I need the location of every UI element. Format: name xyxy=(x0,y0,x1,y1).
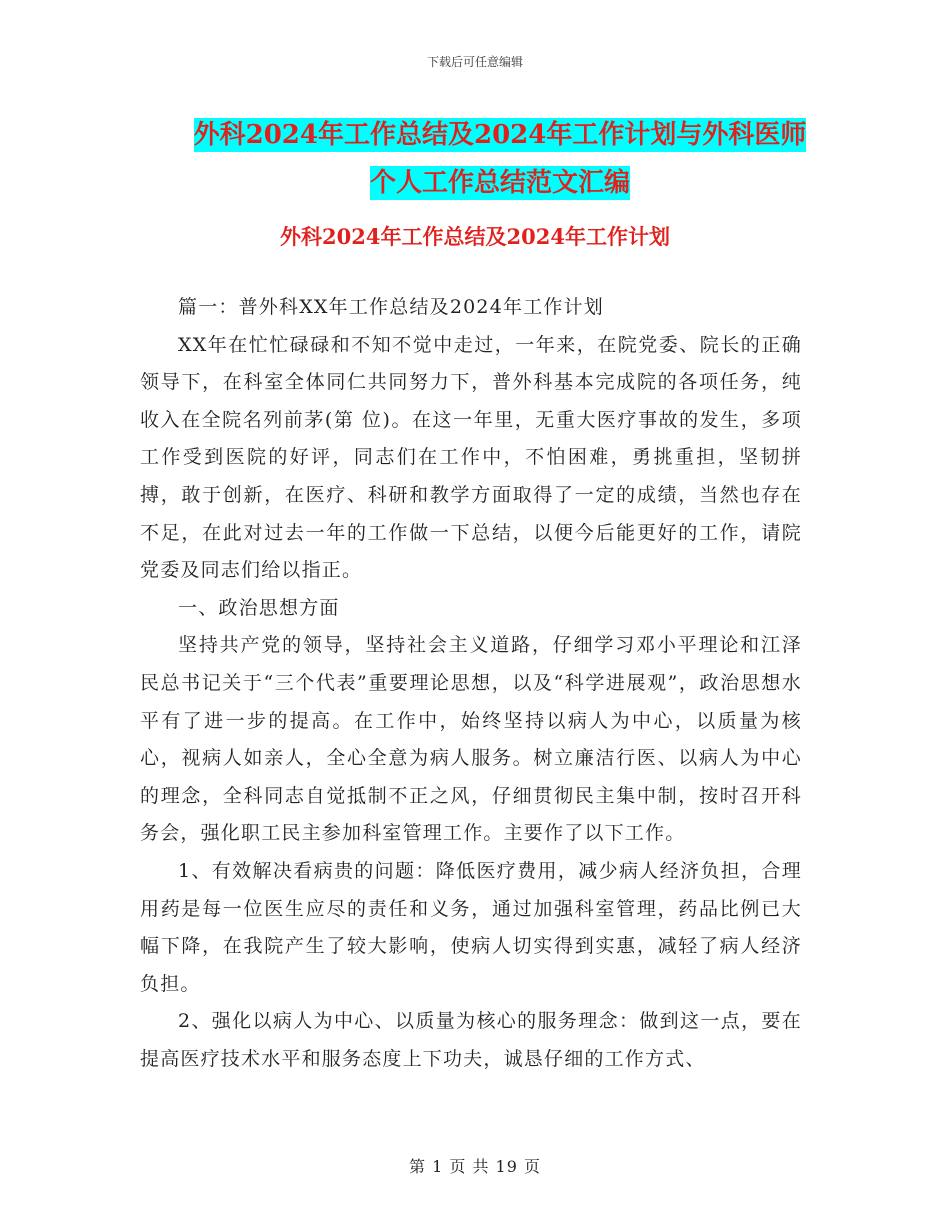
page-footer: 第 1 页 共 19 页 xyxy=(409,1157,541,1176)
section-title: 外科2024年工作总结及2024年工作计划 xyxy=(280,224,670,249)
paragraph-item-1: 1、有效解决看病贵的问题：降低医疗费用，减少病人经济负担，合理用药是每一位医生应尽的责任和义务，通过加强科室管理，药品比例已大幅下降，在我院产生了较大影响，使病人切实得到实惠，减轻了病人经济负担。 xyxy=(140,859,802,995)
paragraph-politics: 坚持共产党的领导，坚持社会主义道路，仔细学习邓小平理论和江泽民总书记关于“三个代表”重要理论思想，以及“科学进展观”，政治思想水平有了进一步的提高。在工作中，始终坚持以病人为中心，以质量为核心，视病人如亲人，全心全意为病人服务。树立廉洁行医、以病人为中心的理念，全科同志自觉抵制不正之风，仔细贯彻民主集中制，按时召开科务会，强化职工民主参加科室管理工作。主要作了以下工作。 xyxy=(140,634,802,845)
document-title xyxy=(140,111,860,207)
document-body xyxy=(140,289,802,1078)
document-title-line-2: 个人工作总结范文汇编 xyxy=(369,168,630,198)
document-title-line-1: 外科2024年工作总结及2024年工作计划与外科医师 xyxy=(193,120,807,150)
paragraph-subheading-politics: 一、政治思想方面 xyxy=(178,596,340,619)
page-header: 下载后可任意编辑 xyxy=(426,55,523,69)
paragraph-item-2: 2、强化以病人为中心、以质量为核心的服务理念：做到这一点，要在提高医疗技术水平和服务态度上下功夫，诚恳仔细的工作方式、 xyxy=(140,1010,802,1070)
paragraph-chapter-heading: 篇一：普外科XX年工作总结及2024年工作计划 xyxy=(178,296,605,318)
paragraph-intro: XX年在忙忙碌碌和不知不觉中走过，一年来，在院党委、院长的正确领导下，在科室全体同仁共同努力下，普外科基本完成院的各项任务，纯收入在全院名列前茅(第 位)。在这一年里，无重大医疗事故的发生，多项工作受到医院的好评，同志们在工作中，不怕困难，勇挑重担，坚韧拼搏，敢于创新，在医疗、科研和教学方面取得了一定的成绩，当然也存在不足，在此对过去一年的工作做一下总结，以便今后能更好的工作，请院党委及同志们给以指正。 xyxy=(140,333,802,582)
